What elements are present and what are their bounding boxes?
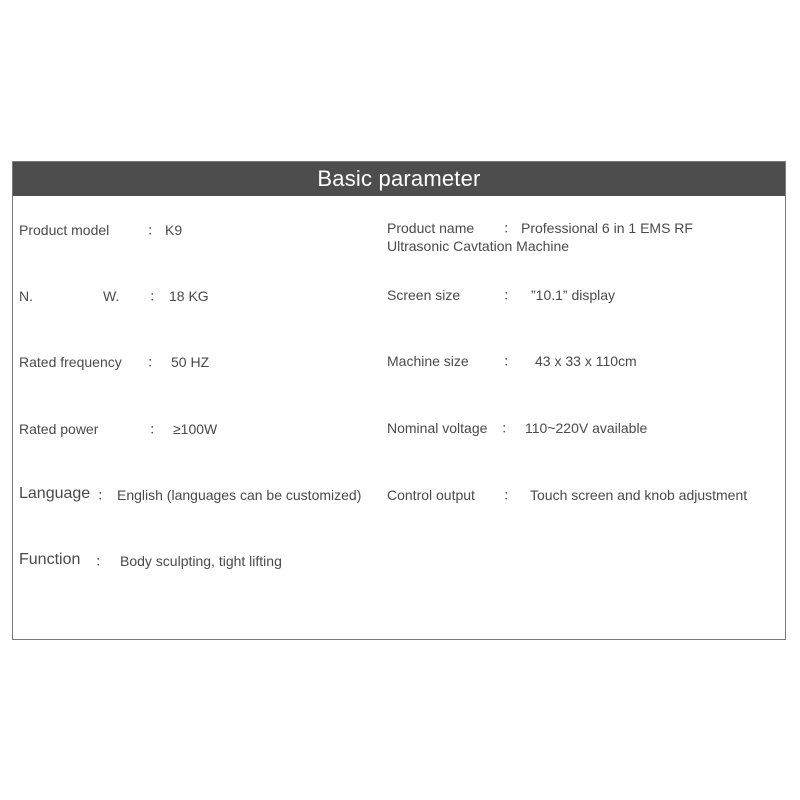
product-name-value-line1: Professional 6 in 1 EMS RF xyxy=(521,220,693,236)
screen-size-value: ”10.1” display xyxy=(531,287,616,303)
machine-size-value: 43 x 33 x 110cm xyxy=(535,353,637,369)
function-value: Body sculpting, tight lifting xyxy=(120,553,282,569)
panel-header xyxy=(13,162,785,196)
weight-value: 18 KG xyxy=(169,288,209,304)
control-output-label: Control output xyxy=(387,487,475,503)
weight-label-n: N. xyxy=(19,288,33,304)
page-title: Basic parameter xyxy=(317,166,481,191)
rated-power-label: Rated power xyxy=(19,421,99,437)
product-name-value-line2: Ultrasonic Cavtation Machine xyxy=(387,238,570,254)
function-label: Function xyxy=(19,551,81,568)
rated-power-value: ≥100W xyxy=(173,421,218,437)
screen-size-label: Screen size xyxy=(387,287,461,303)
function-separator: ： xyxy=(95,553,109,569)
machine-size-separator: ： xyxy=(503,353,517,369)
control-output-value: Touch screen and knob adjustment xyxy=(530,487,748,503)
rated-frequency-value: 50 HZ xyxy=(171,354,210,370)
nominal-voltage-separator: ： xyxy=(501,420,515,436)
language-value: English (languages can be customized) xyxy=(117,487,362,503)
product-model-label: Product model xyxy=(19,222,110,238)
nominal-voltage-value: 110~220V available xyxy=(525,420,648,436)
language-label: Language xyxy=(19,485,91,502)
rated-power-separator: ： xyxy=(149,421,163,437)
product-name-label: Product name xyxy=(387,220,475,236)
rated-frequency-separator: ： xyxy=(147,354,161,370)
parameter-panel xyxy=(12,161,786,640)
nominal-voltage-label: Nominal voltage xyxy=(387,420,488,436)
control-output-separator: ： xyxy=(503,487,517,503)
weight-label-w: W. xyxy=(103,288,120,304)
screen-size-separator: ： xyxy=(503,287,517,303)
weight-separator: ： xyxy=(149,288,163,304)
language-separator: ： xyxy=(97,487,111,503)
product-model-separator: ： xyxy=(147,222,161,238)
rated-frequency-label: Rated frequency xyxy=(19,354,122,370)
machine-size-label: Machine size xyxy=(387,353,469,369)
product-name-separator: ： xyxy=(503,220,517,236)
row-product-name xyxy=(387,219,777,259)
product-model-value: K9 xyxy=(165,222,183,238)
